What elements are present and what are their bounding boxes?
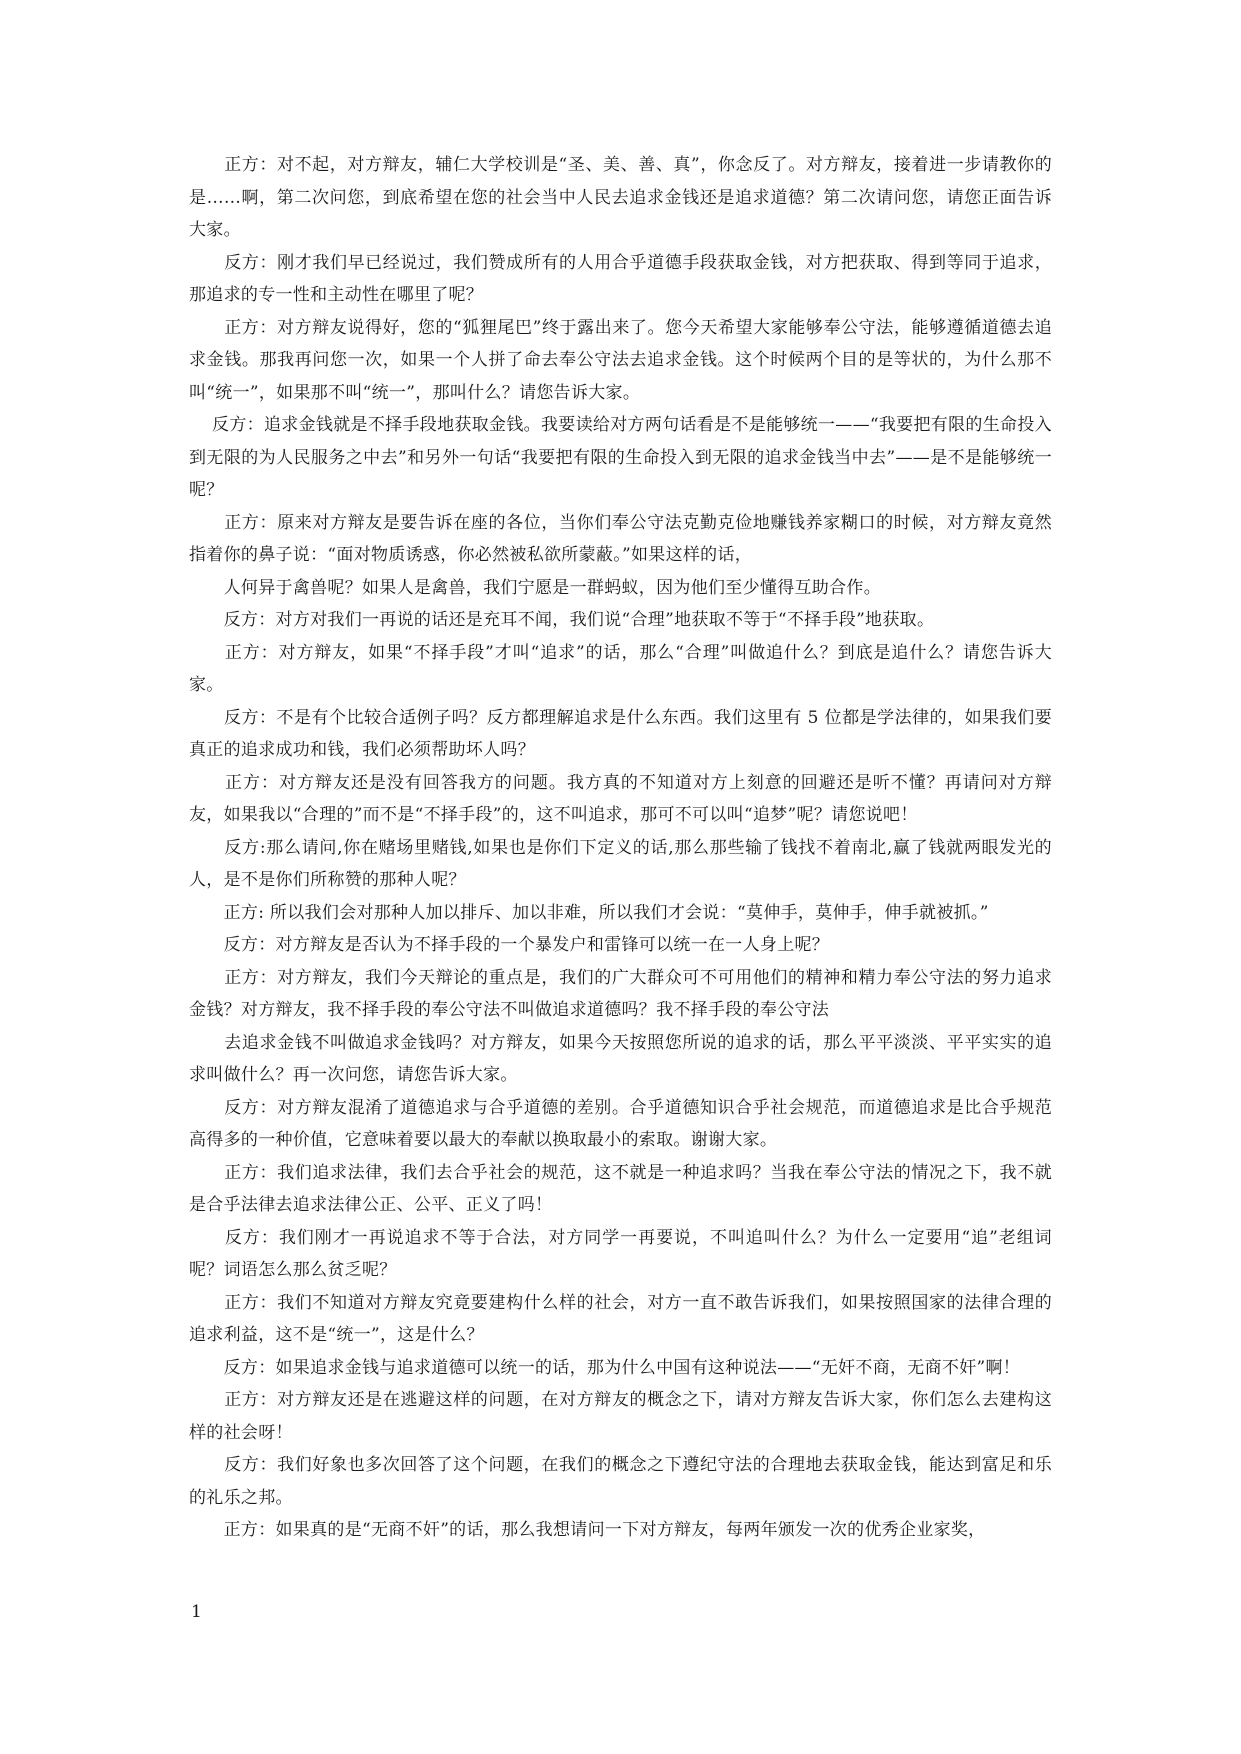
- dialogue-paragraph: 反方：我们好象也多次回答了这个问题，在我们的概念之下遵纪守法的合理地去获取金钱，能达到富足和乐的礼乐之邦。: [189, 1455, 1052, 1508]
- dialogue-paragraph: 正方: 所以我们会对那种人加以排斥、加以非难，所以我们才会说：“莫伸手，莫伸手，伸手就被抓。”: [189, 902, 989, 923]
- document-body: [189, 149, 1052, 1547]
- dialogue-paragraph: 反方：对方辩友混淆了道德追求与合乎道德的差别。合乎道德知识合乎社会规范，而道德追求是比合乎规范高得多的一种价值，它意味着要以最大的奉献以换取最小的索取。谢谢大家。: [189, 1097, 1052, 1150]
- dialogue-paragraph: 正方：对方辩友说得好，您的“狐狸尾巴”终于露出来了。您今天希望大家能够奉公守法，能够遵循道德去追求金钱。那我再问您一次，如果一个人拼了命去奉公守法去追求金钱。这个时候两个目的是等状的，为什么那不叫“统一”，如果那不叫“统一”，那叫什么？请您告诉大家。: [189, 317, 1052, 403]
- dialogue-paragraph: 正方：如果真的是“无商不奸”的话，那么我想请问一下对方辩友，每两年颁发一次的优秀企业家奖，: [189, 1520, 986, 1540]
- dialogue-paragraph: 去追求金钱不叫做追求金钱吗？对方辩友，如果今天按照您所说的追求的话，那么平平淡淡、平平实实的追求叫做什么？再一次问您，请您告诉大家。: [189, 1032, 1052, 1085]
- dialogue-paragraph: 正方：对方辩友还是没有回答我方的问题。我方真的不知道对方上刻意的回避还是听不懂？再请问对方辩友，如果我以“合理的”而不是“不择手段”的，这不叫追求，那可不可以叫“追梦”呢？请您说吧！: [189, 772, 1052, 825]
- dialogue-paragraph: 反方：对方辩友是否认为不择手段的一个暴发户和雷锋可以统一在一人身上呢？: [189, 935, 830, 955]
- dialogue-paragraph: 反方：我们刚才一再说追求不等于合法，对方同学一再要说，不叫追叫什么？为什么一定要用“追”老组词呢？词语怎么那么贫乏呢？: [189, 1227, 1052, 1280]
- dialogue-paragraph: 正方：对不起，对方辩友，辅仁大学校训是“圣、美、善、真”，你念反了。对方辩友，接着进一步请教你的是……啊，第二次问您，到底希望在您的社会当中人民去追求金钱还是追求道德？第二次请问您，请您正面告诉大家。: [189, 155, 1052, 240]
- dialogue-paragraph: 反方：如果追求金钱与追求道德可以统一的话，那为什么中国有这种说法——“无奸不商，无商不奸”啊！: [189, 1357, 1021, 1378]
- page-number: 1: [191, 1602, 202, 1622]
- dialogue-paragraph: 正方：原来对方辩友是要告诉在座的各位，当你们奉公守法克勤克俭地赚钱养家糊口的时候，对方辩友竟然指着你的鼻子说：“面对物质诱惑，你必然被私欲所蒙蔽。”如果这样的话，: [189, 512, 1052, 565]
- dialogue-paragraph: 正方：对方辩友还是在逃避这样的问题，在对方辩友的概念之下，请对方辩友告诉大家，你们怎么去建构这样的社会呀！: [189, 1390, 1052, 1443]
- dialogue-paragraph: 正方：对方辩友，如果“不择手段”才叫“追求”的话，那么“合理”叫做追什么？到底是追什么？请您告诉大家。: [189, 642, 1052, 695]
- dialogue-paragraph: 反方：追求金钱就是不择手段地获取金钱。我要读给对方两句话看是不是能够统一——“我要把有限的生命投入到无限的为人民服务之中去”和另外一句话“我要把有限的生命投入到无限的追求金钱当中去”——是不是能够统一呢？: [189, 415, 1052, 500]
- dialogue-paragraph: 反方:那么请问,你在赌场里赌钱,如果也是你们下定义的话,那么那些输了钱找不着南北,赢了钱就两眼发光的人，是不是你们所称赞的那种人呢？: [189, 837, 1052, 890]
- dialogue-paragraph: 反方：对方对我们一再说的话还是充耳不闻，我们说“合理”地获取不等于“不择手段”地获取。: [189, 610, 935, 630]
- dialogue-paragraph: 反方：不是有个比较合适例子吗？反方都理解追求是什么东西。我们这里有 5 位都是学法律的，如果我们要真正的追求成功和钱，我们必须帮助坏人吗？: [189, 707, 1052, 760]
- dialogue-paragraph: 人何异于禽兽呢？如果人是禽兽，我们宁愿是一群蚂蚁，因为他们至少懂得互助合作。: [189, 577, 881, 598]
- dialogue-paragraph: 正方：我们不知道对方辩友究竟要建构什么样的社会，对方一直不敢告诉我们，如果按照国家的法律合理的追求利益，这不是“统一”，这是什么？: [189, 1292, 1052, 1345]
- dialogue-paragraph: 正方：我们追求法律，我们去合乎社会的规范，这不就是一种追求吗？当我在奉公守法的情况之下，我不就是合乎法律去追求法律公正、公平、正义了吗！: [189, 1162, 1052, 1215]
- dialogue-paragraph: 正方：对方辩友，我们今天辩论的重点是，我们的广大群众可不可用他们的精神和精力奉公守法的努力追求金钱？对方辩友，我不择手段的奉公守法不叫做追求道德吗？我不择手段的奉公守法: [189, 967, 1052, 1020]
- dialogue-paragraph: 反方：刚才我们早已经说过，我们赞成所有的人用合乎道德手段获取金钱，对方把获取、得到等同于追求，那追求的专一性和主动性在哪里了呢？: [189, 252, 1052, 305]
